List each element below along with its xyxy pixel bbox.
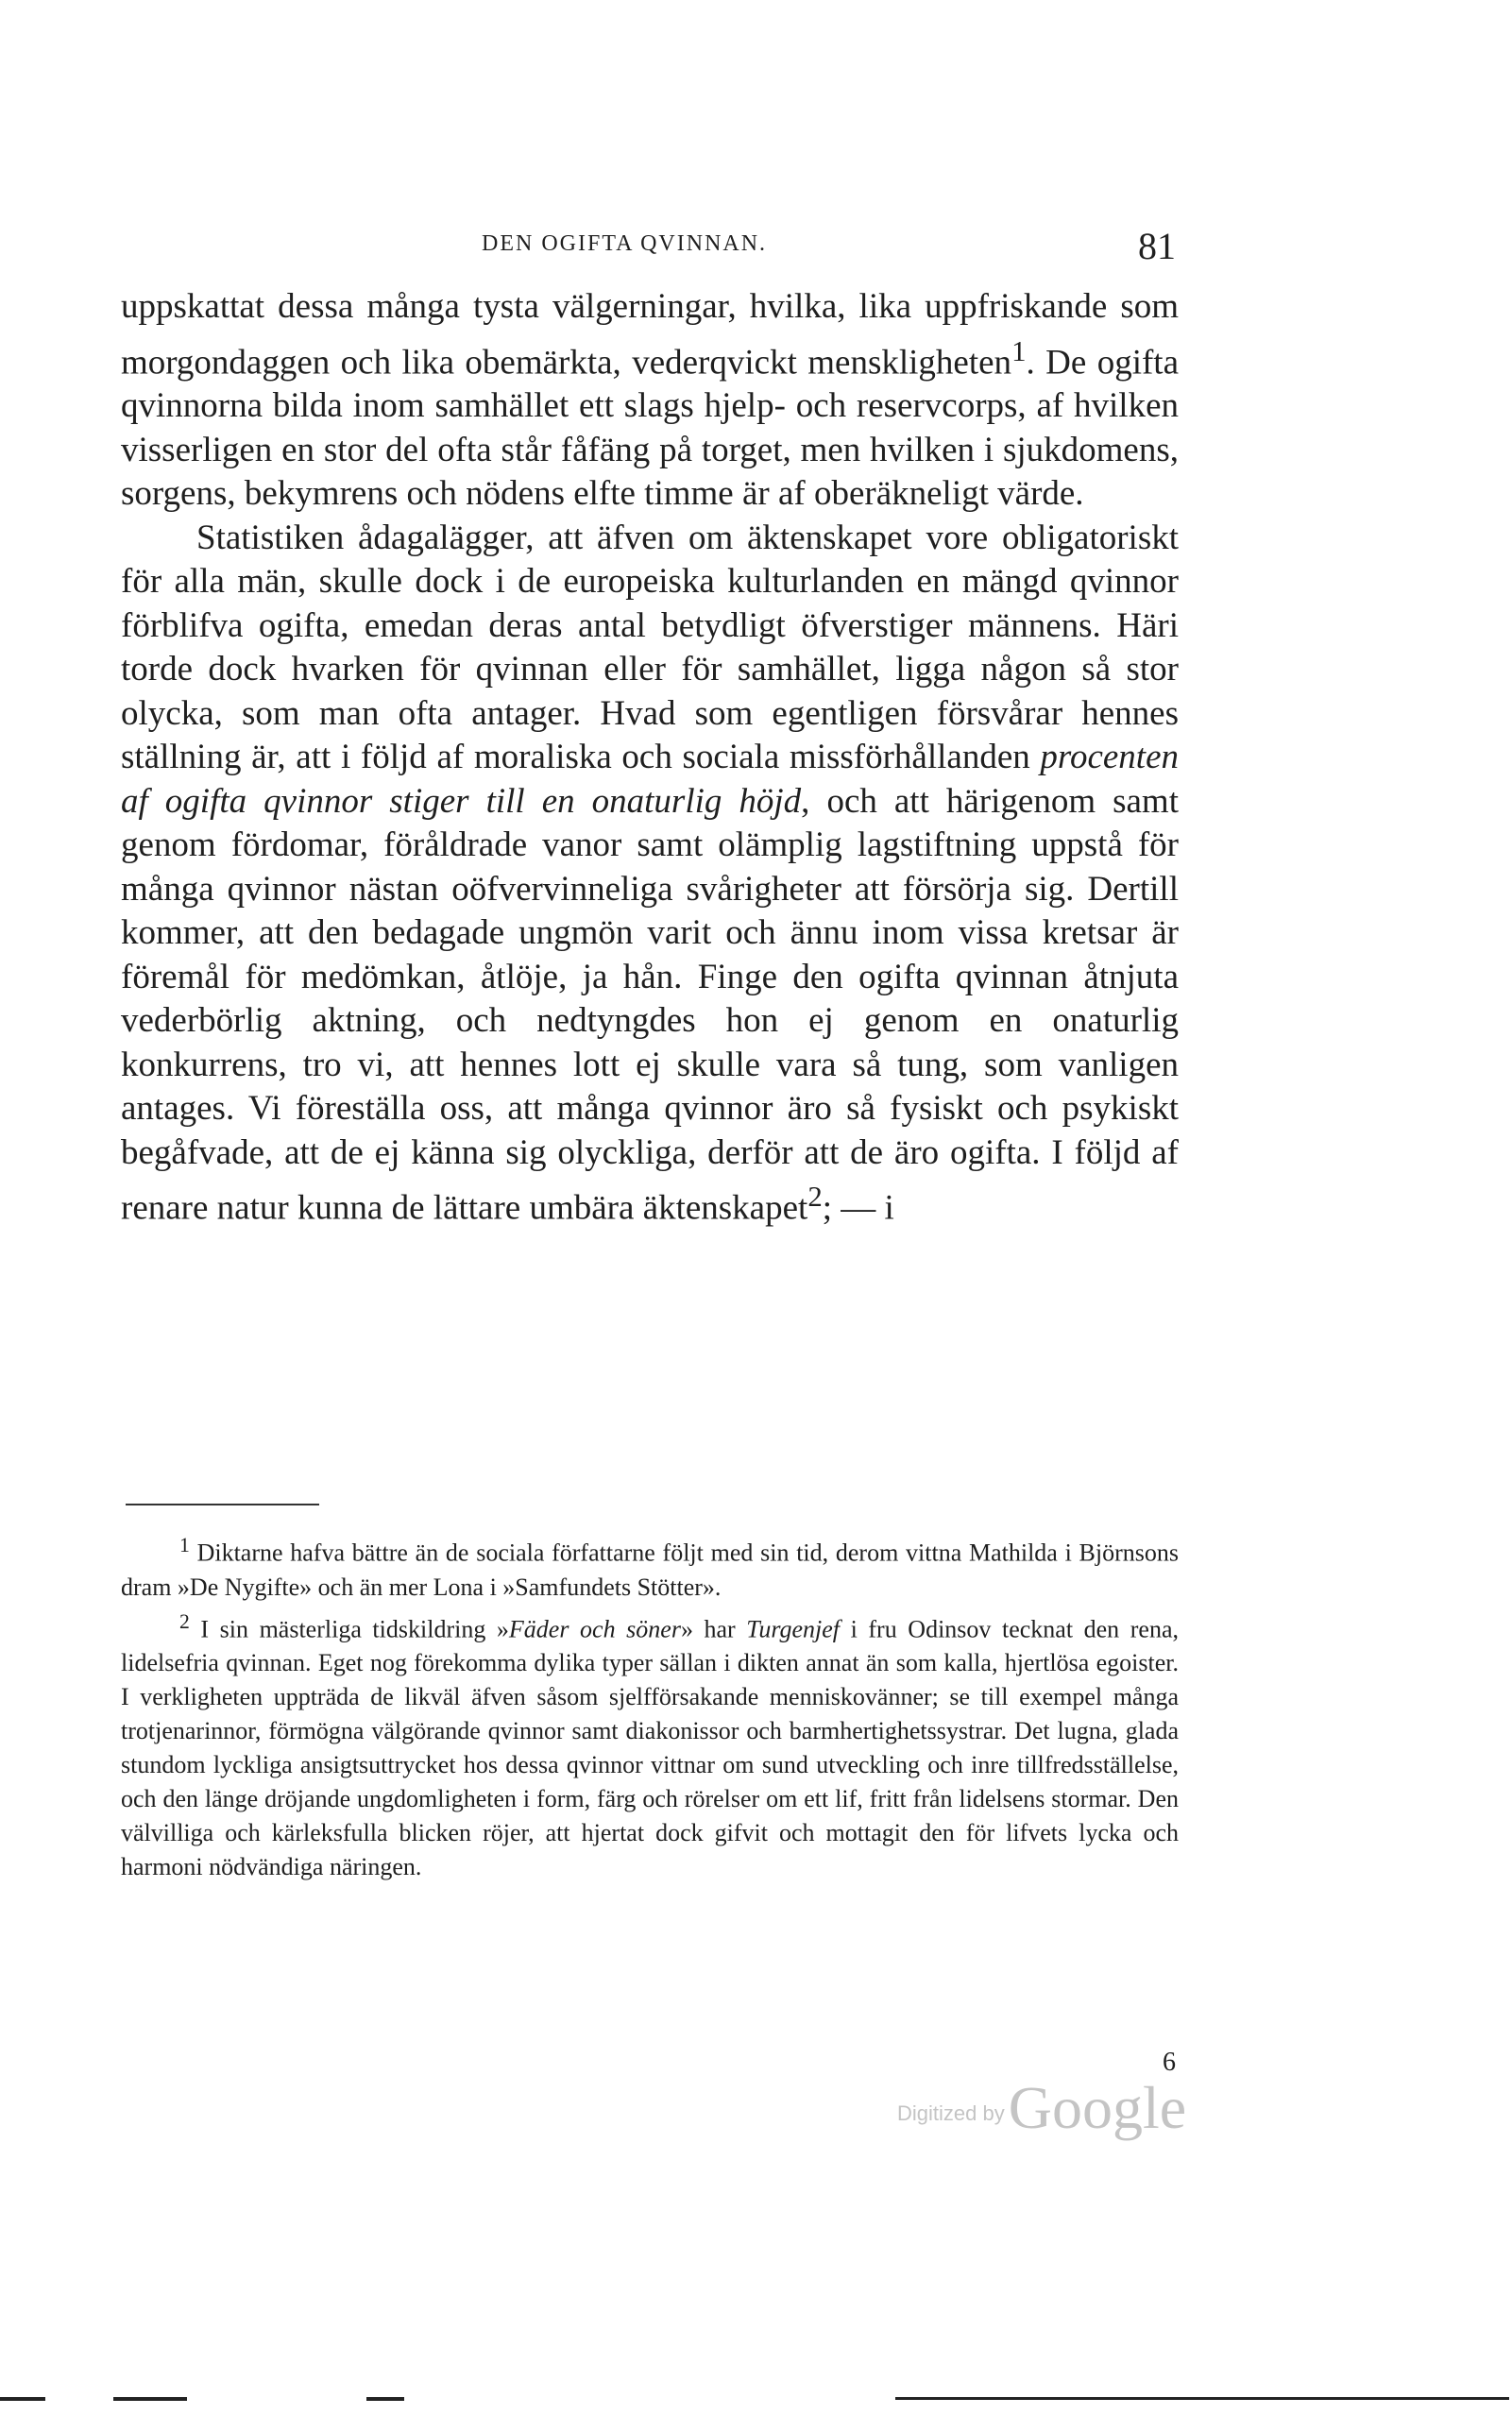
running-header (482, 224, 1176, 271)
text-run: » har (680, 1615, 747, 1643)
text-run: uppskattat dessa många tysta välgerningar, hvilka, lika uppfriskande som morgondaggen och lika obemärkta, vederqvickt menskligheten (121, 287, 1179, 382)
emphasis-text: Fäder och söner (508, 1615, 681, 1643)
text-run: . De ogifta qvinnorna bilda inom samhället ett slags hjelp- och reservcorps, af hvilken visserligen en stor del ofta står fåfäng på torget, men hvilken i sjukdomens, sorgens, bekymrens och nödens elfte timme är af oberäkneligt värde. (121, 342, 1179, 514)
footnote (121, 1528, 1179, 1605)
footnote-ref: 1 (179, 1534, 190, 1556)
footnote-separator (126, 1504, 319, 1505)
text-run: Statistiken ådagalägger, att äfven om äktenskapet vore obligatoriskt för alla män, skulle dock i de europeiska kulturlanden en mängd qvinnor förblifva ogifta, emedan deras antal betydligt öfverstiger männens. Häri torde dock hvarken för qvinnan eller för samhället, ligga någon så stor olycka, som man ofta antager. Hvad som egentligen försvårar hennes ställning är, att i följd af moraliska och sociala missförhållanden (121, 518, 1179, 777)
paragraph (121, 517, 1179, 1231)
text-run: Diktarne hafva bättre än de sociala författarne följt med sin tid, derom vittna Mathilda i Björnsons dram »De Nygifte» och än mer Lona i »Samfundets Stötter». (121, 1539, 1179, 1601)
digitized-watermark (897, 2073, 1186, 2143)
page-number: 81 (1138, 225, 1176, 267)
scan-edge-marks (0, 2397, 1512, 2405)
footnote-ref: 2 (179, 1609, 190, 1633)
footnote-ref: 2 (807, 1181, 823, 1214)
footnotes (121, 1528, 1179, 1884)
footnote-ref: 1 (1011, 334, 1027, 367)
signature-mark: 6 (1163, 2048, 1176, 2077)
text-run: I sin mästerliga tidskildring » (189, 1615, 509, 1643)
watermark-prefix: Digitized by (897, 2101, 1005, 2125)
running-title: DEN OGIFTA QVINNAN. (482, 231, 768, 256)
paragraph (121, 285, 1179, 517)
emphasis-text: Turgenjef (746, 1615, 841, 1643)
google-logo: Google (1008, 2074, 1187, 2141)
text-run: i fru Odinsov tecknat den rena, lidelsefria qvinnan. Eget nog förekomma dylika typer sällan i dikten annat än som kalla, hjertlösa egoister. I verkligheten uppträda de likväl äfven såsom sjelfförsakande menniskovänner; se till exempel många trotjenarinnor, förmögna välgörande qvinnor samt diakonissor och barmhertighetssystrar. Det lugna, glada stundom lyckliga ansigtsuttrycket hos dessa qvinnor vittnar om sund utveckling och inre tillfredsställelse, och den länge dröjande ungdomligheten i form, färg och rörelser om ett lif, fritt från lidelsens stormar. Den välvilliga och kärleksfulla blicken röjer, att hjertat dock gifvit och mottagit den för lifvets lycka och harmoni nödvändiga näringen. (121, 1615, 1179, 1881)
footnote (121, 1605, 1179, 1885)
text-run: , och att härigenom samt genom fördomar, föråldrade vanor samt olämplig lagstiftning uppstå för många qvinnor nästan oöfvervinneliga svårigheter att försörja sig. Dertill kommer, att den bedagade ungmön varit och ännu inom vissa kretsar är föremål för medömkan, åtlöje, ja hån. Finge den ogifta qvinnan åtnjuta vederbörlig aktning, och nedtyngdes hon ej genom en onaturlig konkurrens, tro vi, att hennes lott ej skulle vara så tung, som vanligen antages. Vi föreställa oss, att många qvinnor äro så fysiskt och psykiskt begåfvade, att de ej känna sig olyckliga, derför att de äro ogifta. I följd af renare natur kunna de lättare umbära äktenskapet (121, 781, 1179, 1228)
emphasis-text: procenten af ogifta qvinnor stiger till en onaturlig höjd (121, 738, 1179, 821)
text-run: ; — i (822, 1188, 894, 1228)
body-text (121, 285, 1179, 1231)
